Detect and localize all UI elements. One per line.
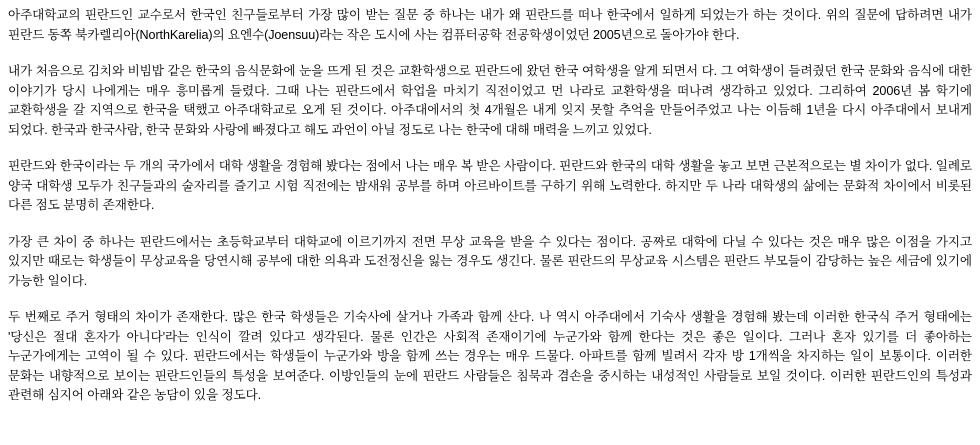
paragraph: 두 번째로 주거 형태의 차이가 존재한다. 많은 한국 학생들은 기숙사에 살거나 가족과 함께 산다. 나 역시 아주대에서 기숙사 생활을 경험해 봤는데 이러한 한국식 주거 형태에는 '당신은 절대 혼자가 아니다'라는 인식이 깔려 있다고 생각된다. 물론 인간은 사회적 존재이기에 누군가와 함께 한다는 것은 좋은 일이다. 그러나 혼자 있기를 더 좋아하는 누군가에게는 고역이 될 수 있다. 핀란드에서는 학생들이 누군가와 방을 함께 쓰는 경우는 매우 드물다. 아파트를 함께 빌려서 각자 방 1개씩을 차지하는 일이 보통이다. 이러한 문화는 내향적으로 보이는 핀란드인들의 특성을 보여준다. 이방인들의 눈에 핀란드 사람들은 침묵과 겸손을 중시하는 내성적인 사람들로 보일 것이다. 이러한 핀란드인의 특성과 관련해 심지어 아래와 같은 농담이 있을 정도다.: [8, 310, 972, 402]
paragraph: 아주대학교의 핀란드인 교수로서 한국인 친구들로부터 가장 많이 받는 질문 중 하나는 내가 왜 핀란드를 떠나 한국에서 일하게 되었는가 하는 것이다. 위의 질문에 답하려면 내가 핀란드 동쪽 북카렐리아(NorthKarelia)의 요엔수(Joensuu)라는 작은 도시에 사는 컴퓨터공학 전공학생이었던 2005년으로 돌아가야 한다.: [8, 8, 972, 42]
paragraph: 핀란드와 한국이라는 두 개의 국가에서 대학 생활을 경험해 봤다는 점에서 나는 매우 복 받은 사람이다. 핀란드와 한국의 대학 생활을 놓고 보면 근본적으로는 별 차이가 없다. 일례로 양국 대학생 모두가 친구들과의 술자리를 즐기고 시험 직전에는 밤새워 공부를 하며 아르바이트를 구하기 위해 노력한다. 하지만 두 나라 대학생의 삶에는 문화적 차이에서 비롯된 다른 점도 분명히 존재한다.: [8, 159, 972, 212]
paragraph: 내가 처음으로 김치와 비빔밥 같은 한국의 음식문화에 눈을 뜨게 된 것은 교환학생으로 핀란드에 왔던 한국 여학생을 알게 되면서 다. 그 여학생이 들려줬던 한국 문화와 음식에 대한 이야기가 당시 나에게는 매우 흥미롭게 들렸다. 그때 나는 핀란드에서 학업을 마치기 직전이었고 먼 나라로 교환학생을 떠나려 생각하고 있었다. 그리하여 2006년 봄 학기에 교환학생을 갈 지역으로 한국을 택했고 아주대학교로 오게 된 것이다. 아주대에서의 첫 4개월은 내게 잊지 못할 추억을 만들어주었고 나는 이듬해 1년을 다시 아주대에서 보내게 되었다. 한국과 한국사람, 한국 문화와 사랑에 빠졌다고 해도 과언이 아닐 정도로 나는 한국에 대해 매력을 느끼고 있었다.: [8, 64, 972, 137]
paragraph: 가장 큰 차이 중 하나는 핀란드에서는 초등학교부터 대학교에 이르기까지 전면 무상 교육을 받을 수 있다는 점이다. 공짜로 대학에 다닐 수 있다는 것은 매우 많은 이점을 가지고 있지만 때로는 학생들이 무상교육을 당연시해 공부에 대한 의욕과 도전정신을 잃는 경우도 생긴다. 물론 핀란드의 무상교육 시스템은 핀란드 부모들이 감당하는 높은 세금에 있기에 가능한 일이다.: [8, 234, 972, 288]
